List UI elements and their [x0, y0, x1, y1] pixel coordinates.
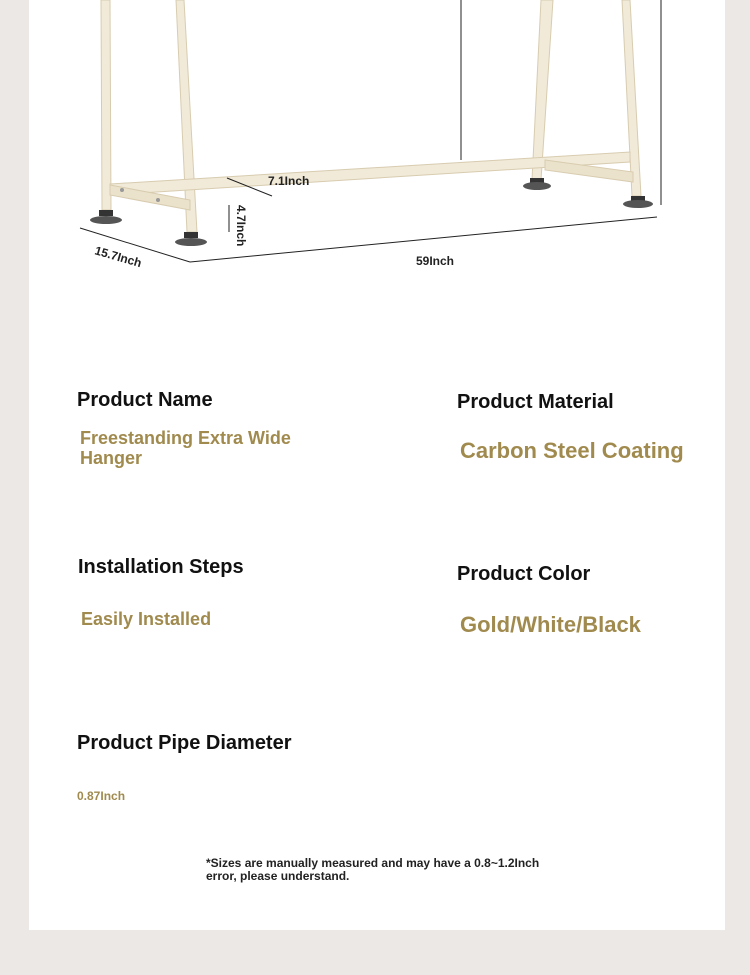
dimension-bar-offset: 7.1Inch: [268, 174, 310, 188]
dimension-foot-height: 4.7Inch: [234, 205, 248, 247]
product-color-value: Gold/White/Black: [460, 612, 641, 637]
product-name-value: Freestanding Extra Wide Hanger: [80, 428, 291, 468]
rack-front-leg-right: [532, 0, 553, 180]
pipe-diameter-label: Product Pipe Diameter: [77, 732, 292, 754]
product-name-label: Product Name: [77, 389, 213, 411]
installation-steps-label: Installation Steps: [78, 556, 244, 578]
rack-back-leg-right: [622, 0, 641, 196]
product-color-label: Product Color: [457, 563, 591, 585]
rack-back-leg-left: [176, 0, 197, 232]
dimension-width: 59Inch: [416, 254, 455, 268]
rack-dimension-diagram: [0, 0, 750, 300]
installation-steps-value: Easily Installed: [81, 609, 212, 629]
rack-front-leg-left: [101, 0, 111, 210]
dimension-depth: 15.7Inch: [93, 243, 144, 271]
pipe-diameter-value: 0.87Inch: [77, 789, 126, 803]
product-material-value: Carbon Steel Coating: [460, 438, 684, 463]
size-disclaimer-note: *Sizes are manually measured and may have a 0.8~1.2Inch error, please understand.: [206, 856, 540, 883]
product-material-label: Product Material: [457, 391, 614, 413]
